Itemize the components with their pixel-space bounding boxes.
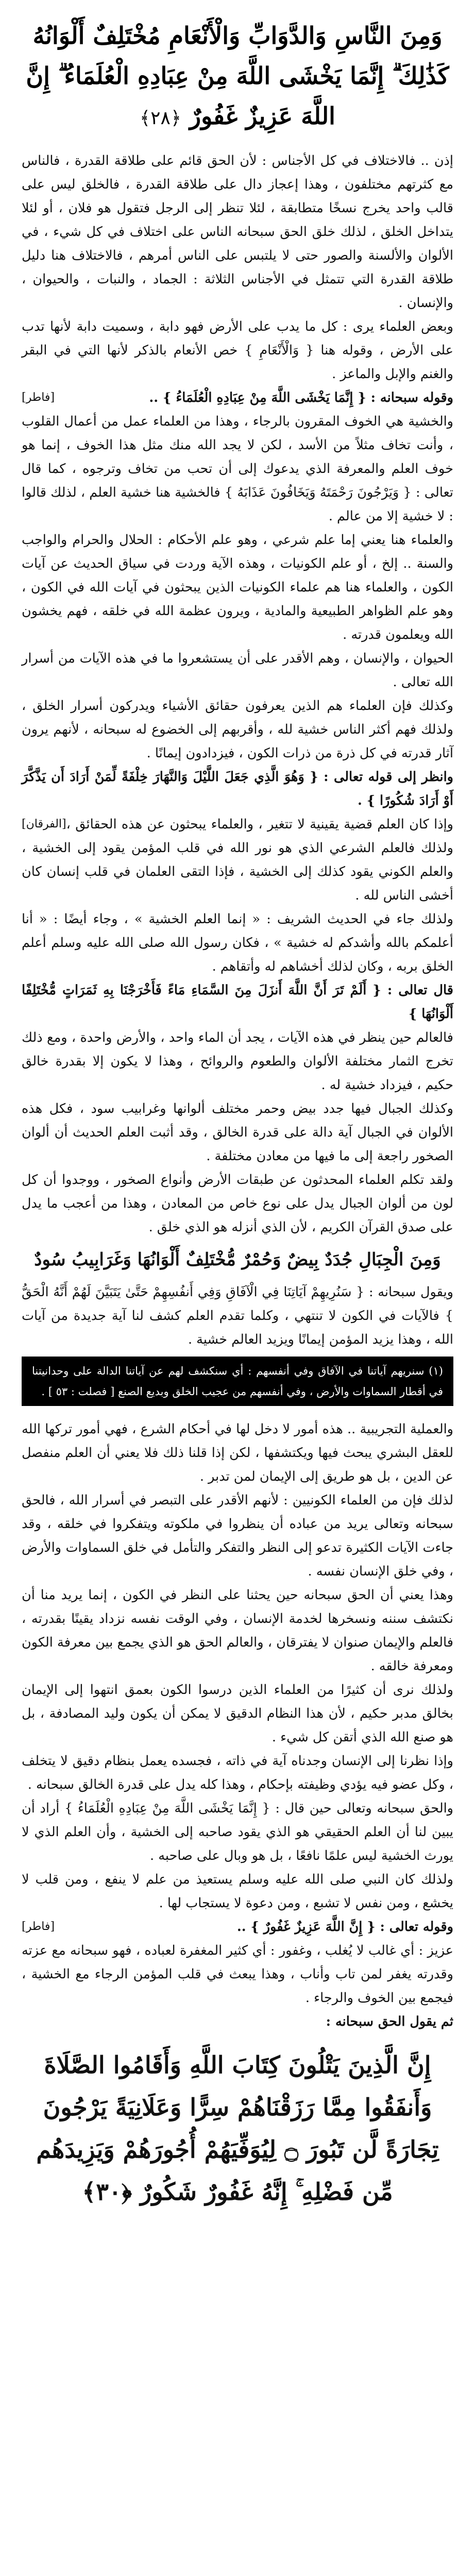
surah-ref: [الفرقان]: [22, 818, 66, 831]
ayah-number-mark: ﴿٢٨﴾: [140, 108, 181, 129]
ayah-number-mark: ﴿٣٠﴾: [82, 2178, 132, 2206]
top-verse-text: وَمِنَ النَّاسِ وَالدَّوَابِّ وَالْأَنْعَامِ مُخْتَلِفٌ أَلْوَانُهُ كَذَٰلِكَ ۗ إِنَّمَا يَخْشَى اللَّهَ مِنْ عِبَادِهِ الْعُلَمَاءُ ۗ إِنَّ اللَّهَ عَزِيزٌ غَفُورٌ: [26, 22, 449, 130]
paragraph: فالعالم حين ينظر في هذه الآيات ، يجد أن الماء واحد ، والأرض واحدة ، ومع ذلك تخرج الثمار مختلفة الألوان والطعوم والروائح ، وهذا لا يكون إلا بقدرة خالق حكيم ، فيزداد خشية له .: [22, 1030, 453, 1093]
ayah-number: ٣٠: [96, 2178, 122, 2206]
paragraph: وكذلك الجبال فيها جدد بيض وحمر مختلف ألوانها وغرابيب سود ، فكل هذه الألوان في الجبال آية دالة على قدرة الخالق ، وقد أثبت العلم الحديث أن ألوان الصخور راجعة إلى ما فيها من معادن مختلفة .: [22, 1101, 453, 1164]
paragraph: ولقد تكلم العلماء المحدثون عن طبقات الأرض وأنواع الصخور ، ووجدوا أن كل لون من ألوان الجبال يدل على نوع خاص من المعادن ، وهذا من أعجب ما يدل على صدق القرآن الكريم ، لأن الذي أنزله هو الذي خلق .: [22, 1172, 453, 1235]
paragraph: وهذا يعني أن الحق سبحانه حين يحثنا على النظر في الكون ، إنما يريد منا أن نكتشف سننه ونسخرها لخدمة الإنسان ، وفي الوقت نفسه نزداد يقينًا بقدرته ، فالعلم والإيمان صنوان لا يفترقان ، والعالم الحق هو الذي يجمع بين معرفة الكون ومعرفة خالقه .: [22, 1587, 453, 1674]
paragraph: الحيوان ، والإنسان ، وهم الأقدر على أن يستشعروا ما في هذه الآيات من أسرار الله تعالى .: [22, 651, 453, 690]
paragraph: ولذلك جاء في الحديث الشريف : « إنما العلم الخشية » ، وجاء أيضًا : « أنا أعلمكم بالله وأشدكم له خشية » ، فكان رسول الله صلى الله عليه وسلم أعلم الخلق بربه ، وكان لذلك أخشاهم له وأتقاهم .: [22, 911, 453, 974]
paragraph: والعلماء هنا يعني إما علم شرعي ، وهو علم الأحكام : الحلال والحرام والواجب والسنة .. إلخ ، أو علم الكونيات ، وهذه الآية وردت في سياق الحديث عن آيات الكون ، والعلماء هنا هم علماء الكونيات الذين يبحثون في آيات الله في الكون ، وهو علم الظواهر الطبيعية والمادية ، ويرون عظمة الله في خلقه ، فهم يخشون الله ويعلمون قدرته .: [22, 532, 453, 642]
surah-ref: [فاطر]: [22, 391, 55, 404]
ayah-number: ٢٨: [150, 108, 171, 129]
paragraph: والحق سبحانه وتعالى حين قال : { إِنَّمَا يَخْشَى اللَّهَ مِنْ عِبَادِهِ الْعُلَمَاءُ } أراد أن يبين لنا أن العلم الحقيقي هو الذي يقود صاحبه إلى الخشية ، وأن العلم الذي لا يورث الخشية ليس علمًا نافعًا ، بل هو وبال على صاحبه .: [22, 1801, 453, 1863]
final-verse: [22, 2044, 453, 2213]
paragraph: وإذا كان العلم قضية يقينية لا تتغير ، والعلماء يبحثون عن هذه الحقائق ، ولذلك فالعلم الشرعي الذي هو نور الله في قلب المؤمن يقود إلى الخشية ، والعلم الكوني يقود كذلك إلى الخشية ، فإذا التقى العلمان في قلب إنسان كان أخشى الناس لله .: [22, 817, 453, 903]
paragraph: والخشية هي الخوف المقرون بالرجاء ، وهذا من العلماء عمل من أعمال القلوب ، وأنت تخاف مثلاً من الأسد ، لكن لا يجد الله منك مثل هذا الخوف ، إنما هو خوف العلم والمعرفة الذي يدعوك إلى أن تحب من تخاف وترجوه ، كما قال تعالى : { وَيَرْجُونَ رَحْمَتَهُ وَيَخَافُونَ عَذَابَهُ } فالخشية هنا خشية العلم ، لذلك قالوا : لا خشية إلا من عالم .: [22, 414, 453, 524]
paragraph: إذن .. فالاختلاف في كل الأجناس : لأن الحق قائم على طلاقة القدرة ، فالناس مع كثرتهم مختلفون ، وهذا إعجاز دال على طلاقة القدرة ، فالخلق ليس على قالب واحد يخرج نسخًا متطابقة ، لئلا تنظر إلى الرجل فتقول هو فلان ، أو لئلا يتداخل الخلق ، لذلك خلق الحق سبحانه الناس على اختلاف في كل شيء ، في الألوان والألسنة والصور حتى لا يلتبس على الناس أمرهم ، فالاختلاف هنا دليل طلاقة القدرة التي تتمثل في الأجناس الثلاثة : الجماد ، والنبات ، والحيوان ، والإنسان .: [22, 153, 453, 311]
paragraph: وبعض العلماء يرى : كل ما يدب على الأرض فهو دابة ، وسميت دابة لأنها تدب على الأرض ، وقوله هنا { وَالْأَنْعَامِ } خص الأنعام بالذكر لأنها التي في البقر والغنم والإبل والماعز .: [22, 319, 453, 382]
sub-verse: وَمِنَ الْجِبَالِ جُدَدٌ بِيضٌ وَحُمْرٌ مُّخْتَلِفٌ أَلْوَانُهَا وَغَرَابِيبُ سُودٌ: [34, 1249, 441, 1270]
paragraph: ولذلك كان النبي صلى الله عليه وسلم يستعيذ من علم لا ينفع ، ومن قلب لا يخشع ، ومن نفس لا تشبع ، ومن دعوة لا يستجاب لها .: [22, 1872, 453, 1911]
footnote-text: (١) سنريهم آياتنا في الآفاق وفي أنفسهم : أي سنكشف لهم عن آياتنا الدالة على وحدانيتنا في أقطار السماوات والأرض ، وفي أنفسهم من عجيب الخلق وبديع الصنع [ فصلت : ٥٣ ] .: [32, 1365, 443, 1398]
paragraph: ولذلك نرى أن كثيرًا من العلماء الذين درسوا الكون بعمق انتهوا إلى الإيمان بخالق مدبر حكيم ، لأن هذا النظام الدقيق لا يمكن أن يكون وليد المصادفة ، بل هو صنع الله الذي أتقن كل شيء .: [22, 1682, 453, 1745]
footnote-box: [22, 1357, 453, 1406]
surah-ref: [فاطر]: [22, 1920, 55, 1933]
paragraph: وانظر إلى قوله تعالى : { وَهُوَ الَّذِي جَعَلَ اللَّيْلَ وَالنَّهَارَ خِلْفَةً لِّمَنْ أَرَادَ أَن يَذَّكَّرَ أَوْ أَرَادَ شُكُورًا } .: [22, 769, 453, 808]
paragraph: لذلك فإن من العلماء الكونيين : لأنهم الأقدر على التبصر في أسرار الله ، فالحق سبحانه وتعالى يريد من عباده أن ينظروا في ملكوته ويتفكروا في خلقه ، وقد جاءت الآيات الكثيرة تدعو إلى النظر والتفكر والتأمل في خلق السماوات والأرض ، وفي خلق الإنسان نفسه .: [22, 1493, 453, 1579]
mid-quote: قال تعالى : { أَلَمْ تَرَ أَنَّ اللَّهَ أَنزَلَ مِنَ السَّمَاءِ مَاءً فَأَخْرَجْنَا بِهِ ثَمَرَاتٍ مُّخْتَلِفًا أَلْوَانُهَا }: [22, 982, 453, 1022]
paragraph: وكذلك فإن العلماء هم الذين يعرفون حقائق الأشياء ويدركون أسرار الخلق ، ولذلك فهم أكثر الناس خشية لله ، وأقربهم إلى الخضوع له سبحانه ، لأنهم يرون آثار قدرته في كل ذرة من ذرات الكون ، فيزدادون إيمانًا .: [22, 698, 453, 761]
paragraph: عزيز : أي غالب لا يُغلب ، وغفور : أي كثير المغفرة لعباده ، فهو سبحانه مع عزته وقدرته يغفر لمن تاب وأناب ، وهذا يبعث في قلب المؤمن الرجاء مع الخشية ، فيجمع بين الخوف والرجاء .: [22, 1943, 453, 2006]
paragraph: والعملية التجريبية .. هذه أمور لا دخل لها في أحكام الشرع ، فهي أمور تركها الله للعقل البشري يبحث فيها ويكتشفها ، لكن إذا قلنا ذلك فلا يعني أن العلم منفصل عن الدين ، بل هو طريق إلى الإيمان لمن تدبر .: [22, 1421, 453, 1484]
quote-line: [22, 1915, 453, 1939]
paragraph: ويقول سبحانه : { سَنُرِيهِمْ آيَاتِنَا فِي الْآفَاقِ وَفِي أَنفُسِهِمْ حَتَّىٰ يَتَبَيَّنَ لَهُمْ أَنَّهُ الْحَقُّ } فالآيات في الكون لا تنتهي ، وكلما تقدم العلم كشف لنا آية جديدة من آيات الله ، وهذا يزيد المؤمن إيمانًا ويزيد العالم خشية .: [22, 1284, 453, 1347]
quote-line: [22, 386, 453, 410]
final-verse-text: إِنَّ الَّذِينَ يَتْلُونَ كِتَابَ اللَّهِ وَأَقَامُوا الصَّلَاةَ وَأَنفَقُوا مِمَّا رَزَقْنَاهُمْ سِرًّا وَعَلَانِيَةً يَرْجُونَ تِجَارَةً لَّن تَبُورَ ۝ لِيُوَفِّيَهُمْ أُجُورَهُمْ وَيَزِيدَهُم مِّن فَضْلِهِ ۚ إِنَّهُ غَفُورٌ شَكُورٌ: [36, 2051, 439, 2206]
top-verse: [22, 15, 453, 139]
quote-lead: وقوله تعالى : { إِنَّ اللَّهَ عَزِيزٌ غَفُورٌ } ..: [236, 1919, 453, 1935]
quote-lead: وقوله سبحانه : { إِنَّمَا يَخْشَى اللَّهَ مِنْ عِبَادِهِ الْعُلَمَاءُ } ..: [149, 390, 453, 405]
transition-line: ثم يقول الحق سبحانه :: [326, 2014, 453, 2029]
paragraph: وإذا نظرنا إلى الإنسان وجدناه آية في ذاته ، فجسده يعمل بنظام دقيق لا يتخلف ، وكل عضو فيه يؤدي وظيفته بإحكام ، وهذا كله يدل على قدرة الخالق سبحانه .: [22, 1753, 453, 1792]
